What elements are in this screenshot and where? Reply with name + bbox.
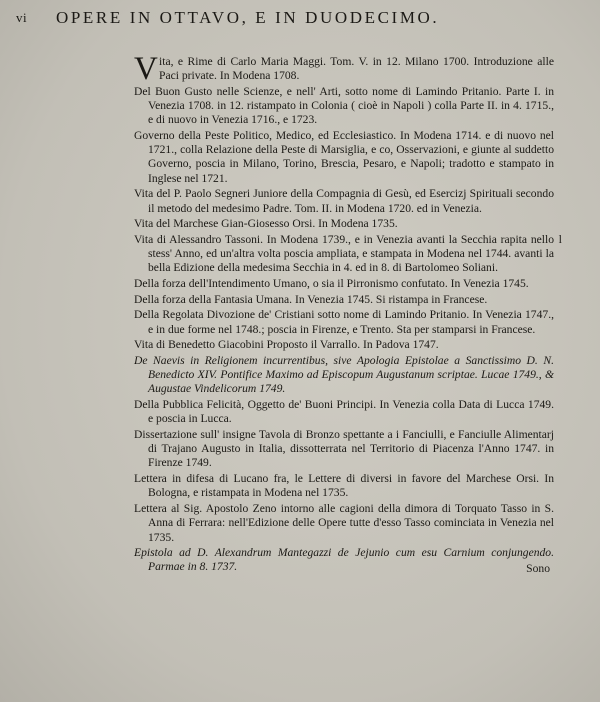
entry-text: ita, e Rime di Carlo Maria Maggi. Tom. V. in 12. Milano 1700. Introduzione alle Paci private. In Modena 1708. (159, 55, 554, 83)
catchword: Sono (526, 562, 550, 576)
bibliography-entry-latin: Epistola ad D. Alexandrum Mantegazzi de Jejunio cum esu Carnium conjungendo. Parmae in 8. 1737. (134, 546, 554, 574)
bibliography-entry: Vita di Benedetto Giacobini Proposto il Varrallo. In Padova 1747. (134, 338, 439, 352)
bibliography-list (134, 51, 554, 576)
bibliography-entry: Governo della Peste Politico, Medico, ed Ecclesiastico. In Modena 1714. e di nuovo nel 1721., colla Relazione della Peste di Marsiglia, e co, Osservazioni, e giunte al suddetto Governo, poscia in Milano, Torino, Brescia, Pesaro, e Napoli; tradotto e stampato in Inglese nel 1721. (134, 129, 554, 185)
bibliography-entry: Vita del Marchese Gian-Giosesso Orsi. In Modena 1735. (134, 217, 398, 231)
drop-cap: V (134, 51, 158, 87)
bibliography-entry-latin: De Naevis in Religionem incurrentibus, sive Apologia Epistolae a Sanctissimo D. N. Benedicto XIV. Pontifice Maximo ad Episcopum Augustanum scriptae. Lucae 1749., & Augustae Vindelicorum 1749. (134, 354, 554, 396)
bibliography-entry: Vita del P. Paolo Segneri Juniore della Compagnia di Gesù, ed Esercizj Spirituali secondo il metodo del medesimo Padre. Tom. II. in Modena 1720. ed in Venezia. (134, 187, 554, 215)
bibliography-entry: Lettera al Sig. Apostolo Zeno intorno alle cagioni della dimora di Torquato Tasso in S. Anna di Ferrara: nell'Edizione delle Opere tutte d'esso Tasso cominciata in Venezia nel 1735. (134, 502, 554, 544)
bibliography-entry: Vita di Alessandro Tassoni. In Modena 1739., e in Venezia avanti la Secchia rapita nello stess' Anno, ed un'altra volta poscia ampliata, e stampata in Modena nel 1744. avanti la bella Edizione della medesima Secchia in 4. ed in 8. di Bartolomeo Soliani. (134, 232, 554, 275)
margin-mark: l (558, 232, 562, 246)
bibliography-entry: Del Buon Gusto nelle Scienze, e nell' Arti, sotto nome di Lamindo Pritanio. Parte I. in Venezia 1708. in 12. ristampato in Colonia ( cioè in Napoli ) colla Parte II. in 4. 1715., e di nuovo in Venezia 1716., e 1723. (134, 84, 554, 127)
page-number: vi (16, 10, 28, 25)
bibliography-entry (134, 51, 554, 87)
running-head: OPERE IN OTTAVO, E IN DUODECIMO. (56, 8, 440, 27)
bibliography-entry: Della forza della Fantasia Umana. In Venezia 1745. Si ristampa in Francese. (134, 292, 488, 306)
bibliography-entry: Lettera in difesa di Lucano fra, le Lettere di diversi in favore del Marchese Orsi. In Bologna, e ristampata in Modena nel 1735. (134, 472, 554, 500)
page-header (16, 4, 560, 34)
bibliography-entry: Della Regolata Divozione de' Cristiani sotto nome di Lamindo Pritanio. In Venezia 1747., e in due forme nel 1748.; poscia in Firenze, e Trento. Sta per stamparsi in Francese. (134, 308, 554, 336)
bibliography-entry: Della Pubblica Felicità, Oggetto de' Buoni Principi. In Venezia colla Data di Lucca 1749. e poscia in Lucca. (134, 398, 554, 426)
bibliography-entry: Dissertazione sull' insigne Tavola di Bronzo spettante a i Fanciulli, e Fanciulle Alimentarj di Trajano Augusto in Italia, dissotterrata nel Territorio di Piacenza l'Anno 1747. in Firenze 1749. (134, 428, 554, 470)
bibliography-entry: Della forza dell'Intendimento Umano, o sia il Pirronismo confutato. In Venezia 1745. (134, 277, 529, 291)
